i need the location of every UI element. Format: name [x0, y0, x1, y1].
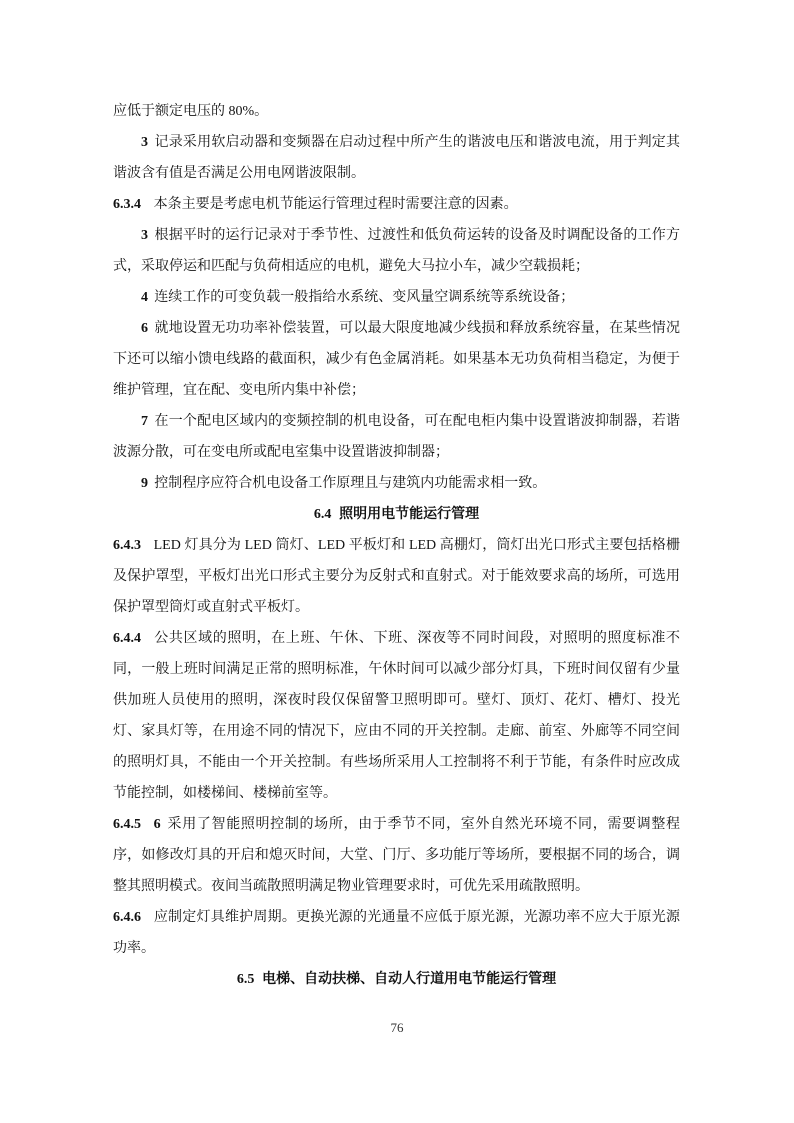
list-item-text: 就地设置无功功率补偿装置，可以最大限度地减少线损和释放系统容量，在某些情况下还可以缩小馈电线路的截面积，减少有色金属消耗。如果基本无功负荷相当稳定，为便于维护管理，宜在配、变电所内集中补偿； — [113, 321, 680, 398]
clause-number: 6.4.6 — [113, 910, 141, 925]
section-heading-6-4 — [113, 499, 680, 530]
clause-text: 公共区域的照明，在上班、午休、下班、深夜等不同时间段，对照明的照度标准不同，一般上班时间满足正常的照明标准，午休时间可以减少部分灯具，下班时间仅留有少量供加班人员使用的照明，深夜时段仅保留警卫照明即可。壁灯、顶灯、花灯、槽灯、投光灯、家具灯等，在用途不同的情况下，应由不同的开关控制。走廊、前室、外廊等不同空间的照明灯具，不能由一个开关控制。有些场所采用人工控制将不利于节能，有条件时应改成节能控制，如楼梯间、楼梯前室等。 — [113, 631, 680, 801]
clause-paragraph — [113, 809, 680, 902]
list-item-paragraph — [113, 127, 680, 189]
page-number: 76 — [390, 1020, 404, 1035]
section-heading-title: 照明用电节能运行管理 — [339, 507, 480, 522]
page-footer — [0, 1020, 794, 1036]
list-item-number: 6 — [141, 321, 148, 336]
section-heading-title: 电梯、自动扶梯、自动人行道用电节能运行管理 — [262, 972, 557, 987]
clause-number: 6.3.4 — [113, 197, 141, 212]
list-item-paragraph — [113, 468, 680, 499]
list-item-paragraph — [113, 406, 680, 468]
clause-text: 本条主要是考虑电机节能运行管理过程时需要注意的因素。 — [153, 197, 518, 212]
section-heading-6-5 — [113, 964, 680, 995]
clause-text: 采用了智能照明控制的场所，由于季节不同，室外自然光环境不同，需要调整程序，如修改灯具的开启和熄灭时间，大堂、门厅、多功能厅等场所，要根据不同的场合，调整其照明模式。夜间当疏散照明满足物业管理要求时，可优先采用疏散照明。 — [113, 817, 680, 894]
clause-paragraph — [113, 623, 680, 809]
clause-number: 6.4.4 — [113, 631, 141, 646]
list-item-text: 根据平时的运行记录对于季节性、过渡性和低负荷运转的设备及时调配设备的工作方式，采取停运和匹配与负荷相适应的电机，避免大马拉小车，减少空载损耗； — [113, 228, 680, 274]
clause-number: 6.4.5 — [113, 817, 141, 832]
list-item-paragraph — [113, 282, 680, 313]
paragraph-continuation: 应低于额定电压的 80%。 — [113, 104, 269, 119]
document-body — [113, 96, 680, 995]
clause-paragraph — [113, 189, 680, 220]
list-item-number: 7 — [141, 414, 148, 429]
clause-number: 6.4.3 — [113, 538, 141, 553]
clause-text: 应制定灯具维护周期。更换光源的光通量不应低于原光源，光源功率不应大于原光源功率。 — [113, 910, 680, 956]
list-item-text: 在一个配电区域内的变频控制的机电设备，可在配电柜内集中设置谐波抑制器，若谐波源分散，可在变电所或配电室集中设置谐波抑制器； — [113, 414, 680, 460]
list-item-text: 连续工作的可变负载一般指给水系统、变风量空调系统等系统设备； — [154, 290, 575, 305]
list-item-text: 记录采用软启动器和变频器在启动过程中所产生的谐波电压和谐波电流，用于判定其谐波含有值是否满足公用电网谐波限制。 — [113, 135, 680, 181]
section-heading-number: 6.4 — [313, 507, 332, 522]
list-item-number: 4 — [141, 290, 148, 305]
list-item-text: 控制程序应符合机电设备工作原理且与建筑内功能需求相一致。 — [154, 476, 547, 491]
section-heading-number: 6.5 — [236, 972, 255, 987]
list-item-paragraph — [113, 313, 680, 406]
clause-paragraph — [113, 902, 680, 964]
clause-text: LED 灯具分为 LED 筒灯、LED 平板灯和 LED 高棚灯，筒灯出光口形式主要包括格栅及保护罩型，平板灯出光口形式主要分为反射式和直射式。对于能效要求高的场所，可选用保护罩型筒灯或直射式平板灯。 — [113, 538, 680, 615]
list-item-paragraph — [113, 220, 680, 282]
list-item-number: 3 — [141, 135, 148, 150]
list-item-number: 3 — [141, 228, 148, 243]
clause-sub-number: 6 — [153, 817, 161, 832]
list-item-number: 9 — [141, 476, 148, 491]
clause-paragraph — [113, 530, 680, 623]
